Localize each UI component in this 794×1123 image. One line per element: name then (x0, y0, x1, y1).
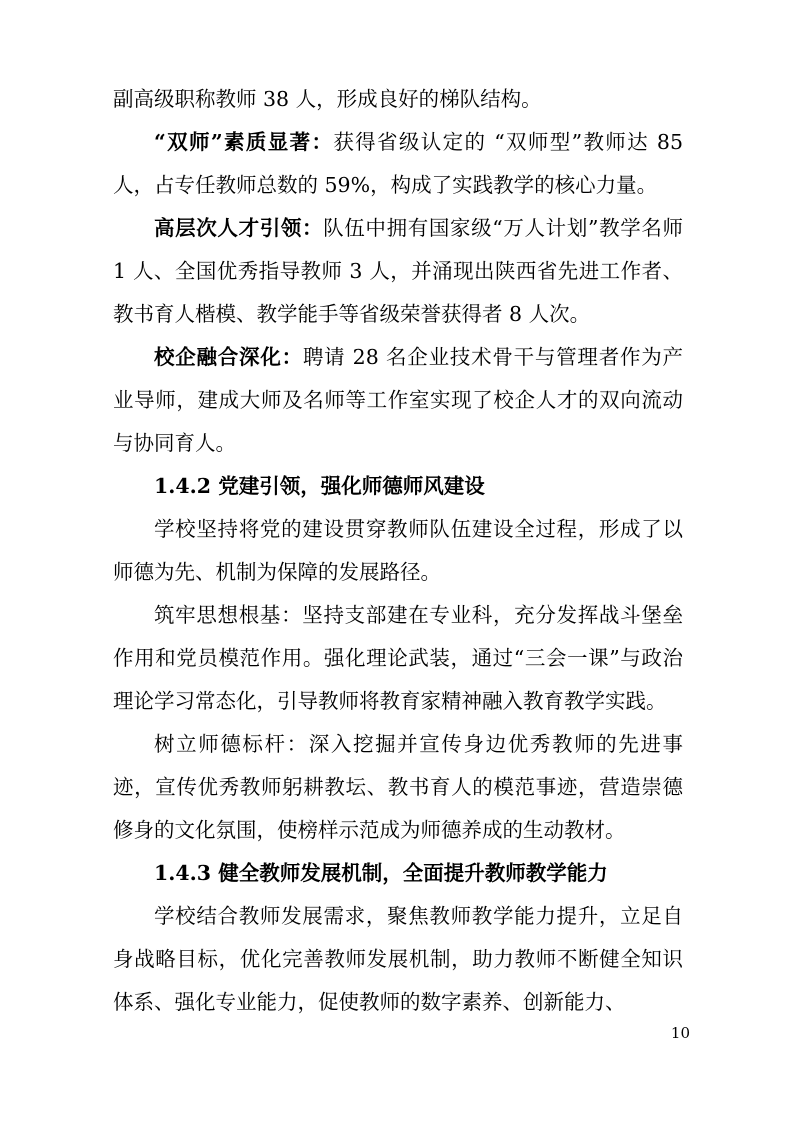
page-number: 10 (670, 1024, 690, 1042)
paragraph-moral-benchmark: 树立师德标杆：深入挖掘并宣传身边优秀教师的先进事迹，宣传优秀教师躬耕教坛、教书育人的模范事迹，营造崇德修身的文化氛围，使榜样示范成为师德养成的生动教材。 (113, 732, 683, 842)
paragraph-school-enterprise (113, 336, 683, 465)
paragraph-continuation: 副高级职称教师 38 人，形成良好的梯队结构。 (113, 87, 542, 111)
paragraph-lead-label: “双师”素质显著： (154, 130, 334, 154)
paragraph-body: 获得省级认定的 “双师型”教师达 85 人，占专任教师总数的 59%，构成了实践教学的核心力量。 (113, 130, 683, 197)
paragraph-party-building-intro: 学校坚持将党的建设贯穿教师队伍建设全过程，形成了以师德为先、机制为保障的发展路径。 (113, 517, 683, 584)
paragraph-high-level-talent (113, 207, 683, 336)
paragraph-body: 队伍中拥有国家级“万人计划”教学名师 1 人、全国优秀指导教师 3 人，并涌现出陕西省先进工作者、教书育人楷模、教学能手等省级荣誉获得者 8 人次。 (113, 216, 684, 326)
paragraph-lead-label: 校企融合深化： (154, 345, 303, 369)
heading-1-4-3: 1.4.3 健全教师发展机制，全面提升教师教学能力 (154, 861, 608, 885)
paragraph-lead-label: 高层次人才引领： (154, 216, 324, 240)
paragraph-body: 聘请 28 名企业技术骨干与管理者作为产业导师，建成大师及名师等工作室实现了校企人才的双向流动与协同育人。 (113, 345, 683, 455)
paragraph-ideological-foundation: 筑牢思想根基：坚持支部建在专业科，充分发挥战斗堡垒作用和党员模范作用。强化理论武装，通过“三会一课”与政治理论学习常态化，引导教师将教育家精神融入教育教学实践。 (113, 603, 683, 713)
paragraph-dual-teacher (113, 121, 683, 207)
paragraph-teacher-development: 学校结合教师发展需求，聚焦教师教学能力提升，立足自身战略目标，优化完善教师发展机制，助力教师不断健全知识体系、强化专业能力，促使教师的数字素养、创新能力、 (113, 904, 683, 1014)
heading-1-4-2: 1.4.2 党建引领，强化师德师风建设 (154, 474, 485, 498)
page-content (113, 78, 683, 1024)
